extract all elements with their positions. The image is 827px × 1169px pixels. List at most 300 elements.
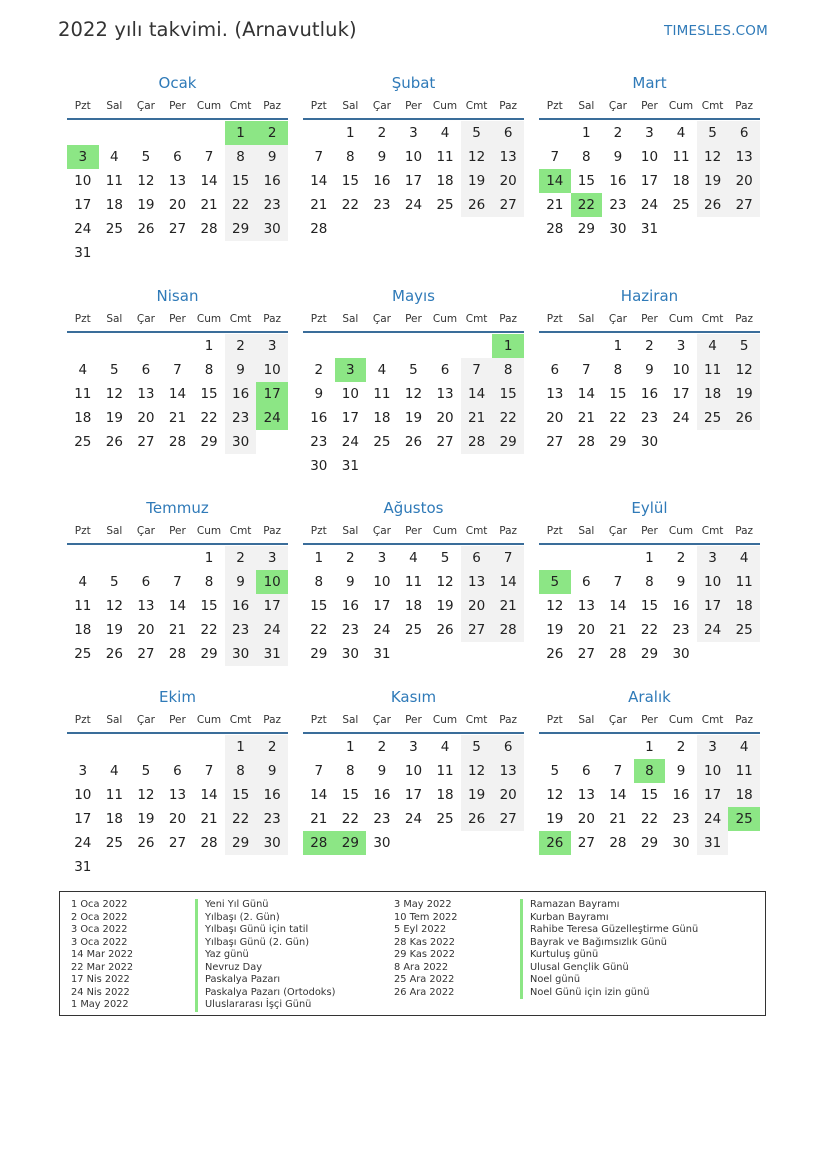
- day-cell[interactable]: 3: [697, 735, 729, 759]
- day-cell[interactable]: 20: [461, 594, 493, 618]
- day-cell[interactable]: 23: [256, 807, 288, 831]
- day-cell[interactable]: 13: [168, 787, 187, 803]
- day-cell[interactable]: 7: [314, 149, 324, 165]
- day-cell[interactable]: 30: [341, 646, 359, 662]
- day-cell[interactable]: 11: [728, 570, 760, 594]
- day-cell[interactable]: 30: [310, 458, 328, 474]
- day-cell[interactable]: 6: [141, 574, 151, 590]
- day-cell[interactable]: 15: [310, 598, 328, 614]
- day-cell[interactable]: 24: [256, 406, 288, 430]
- day-cell[interactable]: 18: [697, 382, 729, 406]
- day-cell[interactable]: 21: [609, 811, 627, 827]
- day-cell[interactable]: 7: [173, 362, 182, 378]
- day-cell[interactable]: 10: [256, 570, 288, 594]
- day-cell[interactable]: 2: [645, 338, 654, 354]
- day-cell[interactable]: 22: [571, 193, 603, 217]
- day-cell[interactable]: 3: [676, 338, 686, 354]
- day-cell[interactable]: 9: [256, 759, 288, 783]
- day-cell[interactable]: 29: [335, 831, 367, 855]
- day-cell[interactable]: 26: [137, 221, 155, 237]
- day-cell[interactable]: 21: [492, 594, 524, 618]
- day-cell[interactable]: 15: [225, 169, 257, 193]
- day-cell[interactable]: 12: [137, 173, 155, 189]
- day-cell[interactable]: 2: [613, 125, 623, 141]
- day-cell[interactable]: 23: [672, 811, 690, 827]
- day-cell[interactable]: 18: [436, 173, 454, 189]
- day-cell[interactable]: 2: [346, 550, 355, 566]
- day-cell[interactable]: 24: [697, 807, 729, 831]
- day-cell[interactable]: 19: [461, 169, 493, 193]
- day-cell[interactable]: 14: [539, 169, 571, 193]
- day-cell[interactable]: 29: [200, 646, 218, 662]
- day-cell[interactable]: 20: [137, 622, 155, 638]
- day-cell[interactable]: 8: [346, 149, 355, 165]
- day-cell[interactable]: 23: [256, 193, 288, 217]
- day-cell[interactable]: 19: [137, 811, 155, 827]
- day-cell[interactable]: 25: [728, 807, 760, 831]
- day-cell[interactable]: 30: [672, 646, 690, 662]
- day-cell[interactable]: 21: [168, 410, 187, 426]
- day-cell[interactable]: 15: [492, 382, 524, 406]
- day-cell[interactable]: 2: [676, 739, 686, 755]
- day-cell[interactable]: 1: [613, 338, 623, 354]
- day-cell[interactable]: 25: [373, 434, 391, 450]
- day-cell[interactable]: 20: [546, 410, 564, 426]
- day-cell[interactable]: 27: [728, 193, 760, 217]
- day-cell[interactable]: 5: [141, 763, 151, 779]
- day-cell[interactable]: 16: [640, 386, 659, 402]
- day-cell[interactable]: 25: [672, 197, 690, 213]
- day-cell[interactable]: 7: [204, 149, 214, 165]
- day-cell[interactable]: 3: [78, 763, 88, 779]
- day-cell[interactable]: 14: [609, 787, 627, 803]
- day-cell[interactable]: 1: [492, 334, 524, 358]
- day-cell[interactable]: 26: [404, 434, 423, 450]
- day-cell[interactable]: 12: [461, 145, 493, 169]
- day-cell[interactable]: 17: [404, 173, 423, 189]
- day-cell[interactable]: 2: [256, 735, 288, 759]
- day-cell[interactable]: 22: [225, 807, 257, 831]
- day-cell[interactable]: 13: [577, 598, 595, 614]
- day-cell[interactable]: 12: [461, 759, 493, 783]
- day-cell[interactable]: 4: [377, 362, 387, 378]
- day-cell[interactable]: 11: [74, 598, 92, 614]
- day-cell[interactable]: 29: [640, 646, 659, 662]
- day-cell[interactable]: 12: [546, 787, 564, 803]
- day-cell[interactable]: 15: [200, 386, 218, 402]
- day-cell[interactable]: 28: [609, 646, 627, 662]
- day-cell[interactable]: 4: [110, 149, 119, 165]
- day-cell[interactable]: 15: [640, 787, 659, 803]
- day-cell[interactable]: 7: [582, 362, 591, 378]
- day-cell[interactable]: 12: [436, 574, 454, 590]
- day-cell[interactable]: 11: [404, 574, 423, 590]
- day-cell[interactable]: 13: [168, 173, 187, 189]
- day-cell[interactable]: 1: [346, 739, 355, 755]
- day-cell[interactable]: 27: [577, 646, 595, 662]
- day-cell[interactable]: 11: [105, 787, 123, 803]
- day-cell[interactable]: 28: [168, 434, 187, 450]
- day-cell[interactable]: 12: [728, 358, 760, 382]
- day-cell[interactable]: 15: [200, 598, 218, 614]
- day-cell[interactable]: 6: [141, 362, 151, 378]
- day-cell[interactable]: 31: [373, 646, 391, 662]
- day-cell[interactable]: 24: [404, 811, 423, 827]
- day-cell[interactable]: 18: [672, 173, 690, 189]
- day-cell[interactable]: 13: [461, 570, 493, 594]
- day-cell[interactable]: 19: [697, 169, 729, 193]
- site-link[interactable]: TIMESLES.COM: [664, 23, 768, 39]
- day-cell[interactable]: 6: [440, 362, 450, 378]
- day-cell[interactable]: 29: [640, 835, 659, 851]
- day-cell[interactable]: 21: [546, 197, 564, 213]
- day-cell[interactable]: 6: [173, 763, 182, 779]
- day-cell[interactable]: 8: [582, 149, 591, 165]
- day-cell[interactable]: 3: [256, 546, 288, 570]
- day-cell[interactable]: 4: [697, 334, 729, 358]
- day-cell[interactable]: 3: [697, 546, 729, 570]
- day-cell[interactable]: 1: [645, 739, 654, 755]
- day-cell[interactable]: 3: [409, 125, 418, 141]
- day-cell[interactable]: 9: [645, 362, 654, 378]
- day-cell[interactable]: 10: [256, 358, 288, 382]
- day-cell[interactable]: 1: [314, 550, 324, 566]
- day-cell[interactable]: 23: [609, 197, 627, 213]
- day-cell[interactable]: 28: [310, 221, 328, 237]
- day-cell[interactable]: 25: [436, 197, 454, 213]
- day-cell[interactable]: 16: [672, 598, 690, 614]
- day-cell[interactable]: 30: [256, 831, 288, 855]
- day-cell[interactable]: 5: [697, 121, 729, 145]
- day-cell[interactable]: 24: [404, 197, 423, 213]
- day-cell[interactable]: 18: [373, 410, 391, 426]
- day-cell[interactable]: 18: [728, 594, 760, 618]
- day-cell[interactable]: 25: [105, 221, 123, 237]
- day-cell[interactable]: 23: [225, 406, 257, 430]
- day-cell[interactable]: 2: [314, 362, 324, 378]
- day-cell[interactable]: 30: [225, 642, 257, 666]
- day-cell[interactable]: 16: [373, 787, 391, 803]
- day-cell[interactable]: 19: [546, 811, 564, 827]
- day-cell[interactable]: 28: [577, 434, 595, 450]
- day-cell[interactable]: 20: [168, 811, 187, 827]
- day-cell[interactable]: 21: [200, 197, 218, 213]
- day-cell[interactable]: 9: [676, 574, 686, 590]
- day-cell[interactable]: 10: [672, 362, 690, 378]
- day-cell[interactable]: 10: [697, 570, 729, 594]
- day-cell[interactable]: 10: [341, 386, 359, 402]
- day-cell[interactable]: 30: [373, 835, 391, 851]
- day-cell[interactable]: 11: [728, 759, 760, 783]
- day-cell[interactable]: 13: [137, 598, 155, 614]
- day-cell[interactable]: 24: [640, 197, 659, 213]
- day-cell[interactable]: 20: [137, 410, 155, 426]
- day-cell[interactable]: 29: [225, 217, 257, 241]
- day-cell[interactable]: 3: [645, 125, 654, 141]
- day-cell[interactable]: 31: [74, 859, 92, 875]
- day-cell[interactable]: 27: [137, 434, 155, 450]
- day-cell[interactable]: 29: [609, 434, 627, 450]
- day-cell[interactable]: 13: [436, 386, 454, 402]
- day-cell[interactable]: 27: [492, 193, 524, 217]
- day-cell[interactable]: 26: [105, 646, 123, 662]
- day-cell[interactable]: 17: [640, 173, 659, 189]
- day-cell[interactable]: 22: [200, 622, 218, 638]
- day-cell[interactable]: 27: [436, 434, 454, 450]
- day-cell[interactable]: 30: [640, 434, 659, 450]
- day-cell[interactable]: 26: [546, 646, 564, 662]
- day-cell[interactable]: 21: [310, 811, 328, 827]
- day-cell[interactable]: 20: [492, 783, 524, 807]
- day-cell[interactable]: 23: [225, 618, 257, 642]
- day-cell[interactable]: 4: [110, 763, 119, 779]
- day-cell[interactable]: 28: [546, 221, 564, 237]
- day-cell[interactable]: 15: [341, 173, 359, 189]
- day-cell[interactable]: 8: [314, 574, 324, 590]
- day-cell[interactable]: 21: [168, 622, 187, 638]
- day-cell[interactable]: 8: [346, 763, 355, 779]
- day-cell[interactable]: 26: [539, 831, 571, 855]
- day-cell[interactable]: 24: [74, 221, 92, 237]
- day-cell[interactable]: 26: [137, 835, 155, 851]
- day-cell[interactable]: 29: [200, 434, 218, 450]
- day-cell[interactable]: 18: [74, 410, 92, 426]
- day-cell[interactable]: 24: [341, 434, 359, 450]
- day-cell[interactable]: 31: [697, 831, 729, 855]
- day-cell[interactable]: 18: [728, 783, 760, 807]
- day-cell[interactable]: 4: [728, 546, 760, 570]
- day-cell[interactable]: 8: [645, 574, 654, 590]
- day-cell[interactable]: 5: [461, 121, 493, 145]
- day-cell[interactable]: 11: [436, 149, 454, 165]
- day-cell[interactable]: 12: [697, 145, 729, 169]
- day-cell[interactable]: 3: [377, 550, 387, 566]
- day-cell[interactable]: 23: [640, 410, 659, 426]
- day-cell[interactable]: 25: [105, 835, 123, 851]
- day-cell[interactable]: 1: [346, 125, 355, 141]
- day-cell[interactable]: 25: [697, 406, 729, 430]
- day-cell[interactable]: 9: [377, 149, 387, 165]
- day-cell[interactable]: 30: [225, 430, 257, 454]
- day-cell[interactable]: 19: [105, 622, 123, 638]
- day-cell[interactable]: 23: [672, 622, 690, 638]
- day-cell[interactable]: 24: [373, 622, 391, 638]
- day-cell[interactable]: 22: [225, 193, 257, 217]
- day-cell[interactable]: 22: [310, 622, 328, 638]
- day-cell[interactable]: 31: [256, 642, 288, 666]
- day-cell[interactable]: 8: [613, 362, 623, 378]
- day-cell[interactable]: 17: [373, 598, 391, 614]
- day-cell[interactable]: 22: [200, 410, 218, 426]
- day-cell[interactable]: 19: [105, 410, 123, 426]
- day-cell[interactable]: 29: [310, 646, 328, 662]
- day-cell[interactable]: 2: [225, 546, 257, 570]
- day-cell[interactable]: 17: [404, 787, 423, 803]
- day-cell[interactable]: 19: [461, 783, 493, 807]
- day-cell[interactable]: 14: [310, 173, 328, 189]
- day-cell[interactable]: 1: [582, 125, 591, 141]
- day-cell[interactable]: 6: [173, 149, 182, 165]
- day-cell[interactable]: 13: [577, 787, 595, 803]
- day-cell[interactable]: 15: [225, 783, 257, 807]
- day-cell[interactable]: 5: [110, 574, 119, 590]
- day-cell[interactable]: 22: [341, 811, 359, 827]
- day-cell[interactable]: 5: [409, 362, 418, 378]
- day-cell[interactable]: 17: [74, 811, 92, 827]
- day-cell[interactable]: 28: [168, 646, 187, 662]
- day-cell[interactable]: 4: [440, 125, 450, 141]
- day-cell[interactable]: 6: [492, 121, 524, 145]
- day-cell[interactable]: 5: [728, 334, 760, 358]
- day-cell[interactable]: 5: [539, 570, 571, 594]
- day-cell[interactable]: 26: [436, 622, 454, 638]
- day-cell[interactable]: 16: [341, 598, 359, 614]
- day-cell[interactable]: 21: [461, 406, 493, 430]
- day-cell[interactable]: 22: [640, 811, 659, 827]
- day-cell[interactable]: 17: [697, 783, 729, 807]
- day-cell[interactable]: 15: [577, 173, 595, 189]
- day-cell[interactable]: 4: [440, 739, 450, 755]
- day-cell[interactable]: 9: [613, 149, 623, 165]
- day-cell[interactable]: 27: [461, 618, 493, 642]
- day-cell[interactable]: 11: [672, 149, 690, 165]
- day-cell[interactable]: 11: [436, 763, 454, 779]
- day-cell[interactable]: 14: [609, 598, 627, 614]
- day-cell[interactable]: 16: [225, 594, 257, 618]
- day-cell[interactable]: 6: [582, 574, 591, 590]
- day-cell[interactable]: 8: [204, 362, 214, 378]
- day-cell[interactable]: 12: [105, 598, 123, 614]
- day-cell[interactable]: 28: [200, 835, 218, 851]
- day-cell[interactable]: 7: [314, 763, 324, 779]
- day-cell[interactable]: 2: [676, 550, 686, 566]
- day-cell[interactable]: 2: [377, 125, 387, 141]
- day-cell[interactable]: 31: [74, 245, 92, 261]
- day-cell[interactable]: 13: [492, 145, 524, 169]
- day-cell[interactable]: 17: [341, 410, 359, 426]
- day-cell[interactable]: 5: [440, 550, 450, 566]
- day-cell[interactable]: 1: [225, 735, 257, 759]
- day-cell[interactable]: 18: [74, 622, 92, 638]
- day-cell[interactable]: 26: [697, 193, 729, 217]
- day-cell[interactable]: 24: [74, 835, 92, 851]
- day-cell[interactable]: 4: [676, 125, 686, 141]
- day-cell[interactable]: 23: [341, 622, 359, 638]
- day-cell[interactable]: 28: [461, 430, 493, 454]
- day-cell[interactable]: 18: [105, 197, 123, 213]
- day-cell[interactable]: 10: [74, 787, 92, 803]
- day-cell[interactable]: 12: [546, 598, 564, 614]
- day-cell[interactable]: 27: [577, 835, 595, 851]
- day-cell[interactable]: 14: [577, 386, 595, 402]
- day-cell[interactable]: 13: [546, 386, 564, 402]
- day-cell[interactable]: 7: [613, 763, 623, 779]
- day-cell[interactable]: 14: [310, 787, 328, 803]
- day-cell[interactable]: 25: [436, 811, 454, 827]
- day-cell[interactable]: 27: [137, 646, 155, 662]
- day-cell[interactable]: 12: [137, 787, 155, 803]
- day-cell[interactable]: 5: [550, 763, 560, 779]
- day-cell[interactable]: 3: [67, 145, 99, 169]
- day-cell[interactable]: 28: [200, 221, 218, 237]
- day-cell[interactable]: 19: [728, 382, 760, 406]
- day-cell[interactable]: 18: [105, 811, 123, 827]
- day-cell[interactable]: 25: [404, 622, 423, 638]
- day-cell[interactable]: 24: [697, 618, 729, 642]
- day-cell[interactable]: 19: [404, 410, 423, 426]
- day-cell[interactable]: 23: [310, 434, 328, 450]
- day-cell[interactable]: 17: [256, 594, 288, 618]
- day-cell[interactable]: 5: [110, 362, 119, 378]
- day-cell[interactable]: 11: [74, 386, 92, 402]
- day-cell[interactable]: 16: [672, 787, 690, 803]
- day-cell[interactable]: 31: [341, 458, 359, 474]
- day-cell[interactable]: 29: [225, 831, 257, 855]
- day-cell[interactable]: 7: [204, 763, 214, 779]
- day-cell[interactable]: 7: [492, 546, 524, 570]
- day-cell[interactable]: 26: [461, 193, 493, 217]
- day-cell[interactable]: 27: [168, 835, 187, 851]
- day-cell[interactable]: 13: [728, 145, 760, 169]
- day-cell[interactable]: 17: [697, 594, 729, 618]
- day-cell[interactable]: 29: [492, 430, 524, 454]
- day-cell[interactable]: 14: [168, 598, 187, 614]
- day-cell[interactable]: 30: [256, 217, 288, 241]
- day-cell[interactable]: 29: [577, 221, 595, 237]
- day-cell[interactable]: 26: [728, 406, 760, 430]
- day-cell[interactable]: 20: [728, 169, 760, 193]
- day-cell[interactable]: 19: [137, 197, 155, 213]
- day-cell[interactable]: 19: [546, 622, 564, 638]
- day-cell[interactable]: 9: [676, 763, 686, 779]
- day-cell[interactable]: 9: [225, 358, 257, 382]
- day-cell[interactable]: 24: [672, 410, 690, 426]
- day-cell[interactable]: 6: [582, 763, 591, 779]
- day-cell[interactable]: 14: [200, 173, 218, 189]
- day-cell[interactable]: 13: [137, 386, 155, 402]
- day-cell[interactable]: 10: [404, 763, 423, 779]
- day-cell[interactable]: 7: [461, 358, 493, 382]
- day-cell[interactable]: 26: [461, 807, 493, 831]
- day-cell[interactable]: 14: [200, 787, 218, 803]
- day-cell[interactable]: 27: [168, 221, 187, 237]
- day-cell[interactable]: 9: [256, 145, 288, 169]
- day-cell[interactable]: 7: [613, 574, 623, 590]
- day-cell[interactable]: 23: [373, 197, 391, 213]
- day-cell[interactable]: 19: [436, 598, 454, 614]
- day-cell[interactable]: 16: [373, 173, 391, 189]
- day-cell[interactable]: 21: [200, 811, 218, 827]
- day-cell[interactable]: 15: [640, 598, 659, 614]
- day-cell[interactable]: 6: [728, 121, 760, 145]
- day-cell[interactable]: 14: [461, 382, 493, 406]
- day-cell[interactable]: 27: [546, 434, 564, 450]
- day-cell[interactable]: 23: [373, 811, 391, 827]
- day-cell[interactable]: 8: [225, 145, 257, 169]
- day-cell[interactable]: 5: [141, 149, 151, 165]
- day-cell[interactable]: 22: [492, 406, 524, 430]
- day-cell[interactable]: 14: [168, 386, 187, 402]
- day-cell[interactable]: 31: [640, 221, 659, 237]
- day-cell[interactable]: 1: [204, 550, 214, 566]
- day-cell[interactable]: 5: [461, 735, 493, 759]
- day-cell[interactable]: 9: [346, 574, 355, 590]
- day-cell[interactable]: 6: [492, 735, 524, 759]
- day-cell[interactable]: 15: [341, 787, 359, 803]
- day-cell[interactable]: 4: [728, 735, 760, 759]
- day-cell[interactable]: 28: [303, 831, 335, 855]
- day-cell[interactable]: 3: [256, 334, 288, 358]
